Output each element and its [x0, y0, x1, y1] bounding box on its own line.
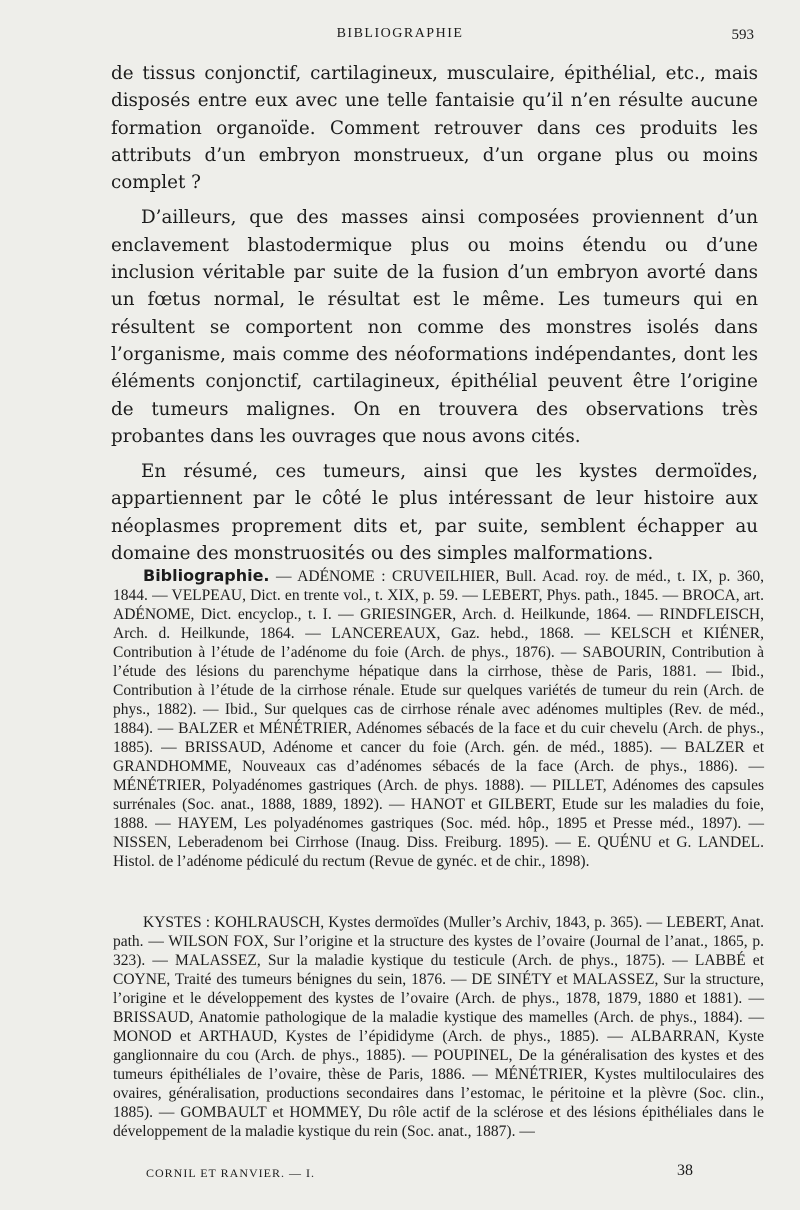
main-text [111, 60, 758, 575]
page-header [0, 26, 800, 48]
bibliography-kystes-text: KYSTES : KOHLRAUSCH, Kystes dermoïdes (Muller’s Archiv, 1843, p. 365). — LEBERT, Anat. path. — WILSON FOX, Sur l’origine et la structure des kystes de l’ovaire (Journal de l’anat., 1865, p. 323). — MALASSEZ, Sur la maladie kystique du testicule (Arch. de phys., 1875). — LABBÉ et COYNE, Traité des tumeurs bénignes du sein, 1876. — DE SINÉTY et MALASSEZ, Sur la structure, l’origine et le développement des kystes de l’ovaire (Arch. de phys., 1878, 1879, 1880 et 1881). — BRISSAUD, Anatomie pathologique de la maladie kystique des mamelles (Arch. de phys., 1884). — MONOD et ARTHAUD, Kystes de l’épididyme (Arch. de phys., 1885). — ALBARRAN, Kyste ganglionnaire du cou (Arch. de phys., 1885). — POUPINEL, De la généralisation des kystes et des tumeurs épithéliales de l’ovaire, thèse de Paris, 1886. — MÉNÉTRIER, Kystes multiloculaires des ovaires, généralisation, productions secondaires dans l’estomac, le péritoine et la plèvre (Soc. clin., 1885). — GOMBAULT et HOMMEY, Du rôle actif de la sclérose et des lésions épithéliales dans le développement de la maladie kystique du rein (Soc. anat., 1887). — [113, 914, 764, 1140]
bibliography-adenome-text: — ADÉNOME : CRUVEILHIER, Bull. Acad. roy. de méd., t. IX, p. 360, 1844. — VELPEAU, Dict. en trente vol., t. XIX, p. 59. — LEBERT, Phys. path., 1845. — BROCA, art. ADÉNOME, Dict. encyclop., t. I. — GRIESINGER, Arch. d. Heilkunde, 1864. — RINDFLEISCH, Arch. d. Heilkunde, 1864. — LANCEREAUX, Gaz. hebd., 1868. — KELSCH et KIÉNER, Contribution à l’étude de l’adénome du foie (Arch. de phys., 1876). — SABOURIN, Contribution à l’étude des lésions du parenchyme hépatique dans la cirrhose, thèse de Paris, 1881. — Ibid., Contribution à l’étude de la cirrhose rénale. Etude sur quelques variétés de tumeur du rein (Arch. de phys., 1882). — Ibid., Sur quelques cas de cirrhose rénale avec adénomes multiples (Rev. de méd., 1884). — BALZER et MÉNÉTRIER, Adénomes sébacés de la face et du cuir chevelu (Arch. de phys., 1885). — BRISSAUD, Adénome et cancer du foie (Arch. gén. de méd., 1885). — BALZER et GRANDHOMME, Nouveaux cas d’adénomes sébacés de la face (Arch. de phys., 1886). — MÉNÉTRIER, Polyadénomes gastriques (Arch. de phys. 1888). — PILLET, Adénomes des capsules surrénales (Soc. anat., 1888, 1889, 1892). — HANOT et GILBERT, Etude sur les maladies du foie, 1888. — HAYEM, Les polyadénomes gastriques (Soc. méd. hôp., 1895 et Presse méd., 1897). — NISSEN, Leberadenom bei Cirrhose (Inaug. Diss. Freiburg. 1895). — E. QUÉNU et G. LANDEL. Histol. de l’adénome pédiculé du rectum (Revue de gynéc. et de chir., 1898). [113, 568, 764, 870]
bibliography-kystes [113, 913, 764, 1141]
running-title: BIBLIOGRAPHIE [336, 26, 464, 41]
bibliography-adenome [113, 566, 764, 871]
paragraph-3: En résumé, ces tumeurs, ainsi que les kystes dermoïdes, appartiennent par le côté le plus intéressant de leur histoire aux néoplasmes proprement dits et, par suite, semblent échapper au domaine des monstruosités ou des simples malformations. [111, 461, 758, 565]
signature-number: 38 [677, 1162, 693, 1179]
signature-mark: CORNIL ET RANVIER. — I. [146, 1166, 315, 1180]
page-number: 593 [731, 27, 754, 43]
bibliography-paragraph-adenome [113, 566, 764, 871]
paragraph-1: de tissus conjonctif, cartilagineux, musculaire, épithélial, etc., mais disposés entre eux avec une telle fantaisie qu’il n’en résulte aucune formation organoïde. Comment retrouver dans ces produits les attributs d’un embryon monstrueux, d’un organe plus ou moins complet ? [111, 63, 758, 194]
page-footer [0, 1162, 800, 1184]
paragraph-2: D’ailleurs, que des masses ainsi composées proviennent d’un enclavement blastodermique plus ou moins étendu ou d’une inclusion véritable par suite de la fusion d’un embryon avorté dans un fœtus normal, le résultat est le même. Les tumeurs qui en résultent se comportent non comme des monstres isolés dans l’organisme, mais comme des néoformations indépendantes, dont les éléments conjonctif, cartilagineux, épithélial peuvent être l’origine de tumeurs malignes. On en trouvera des observations très probantes dans les ouvrages que nous avons cités. [111, 207, 758, 447]
bibliography-heading: Bibliographie. [143, 566, 270, 585]
